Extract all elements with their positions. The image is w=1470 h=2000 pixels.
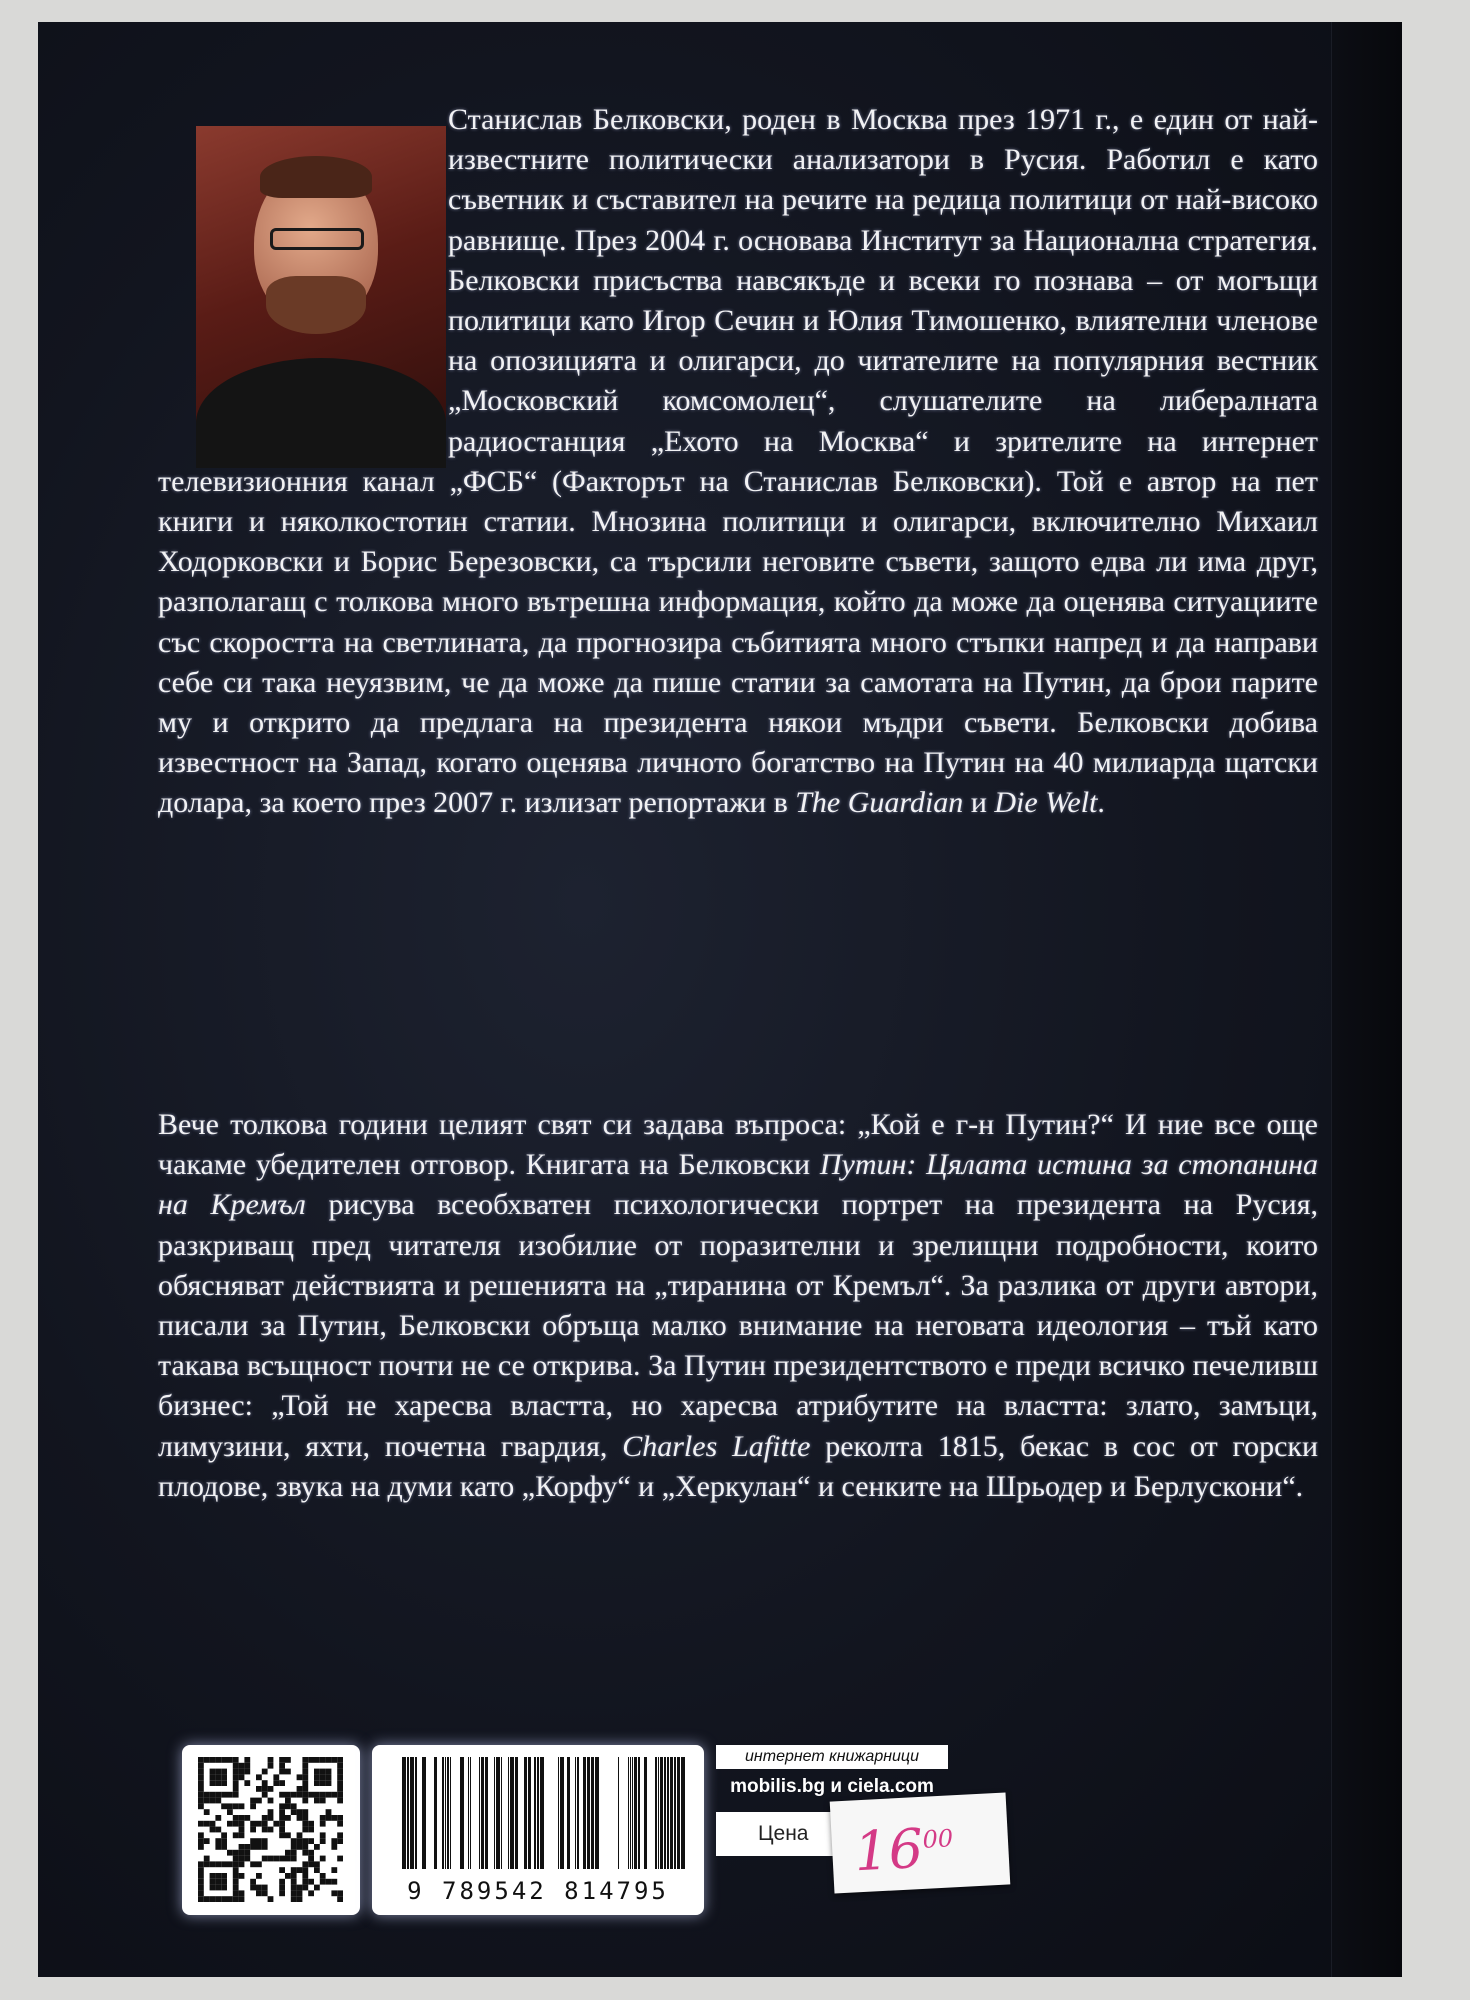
author-bio-text: Станислав Белковски, роден в Москва през 1971 г., е един от най-известните политически анализатори в Русия. Работил е като съветник и съставител на речите на редица политици от най-високо равнище. През 2004 г. основава Институт за Национална стратегия. Белковски присъства навсякъде и всеки го познава – от могъщи политици като Игор Сечин и Юлия Тимошенко, влиятелни членове на опозицията и олигарси, до читателите на популярния вестник „Московский комсомолец“, слушателите на либералната радиостанция „Ехото на Москва“ и зрителите на интернет телевизионния канал „ФСБ“ (Факторът на Станислав Белковски). Той е автор на пет книги и няколкостотин статии. Мнозина политици и олигарси, включително Михаил Ходорковски и Борис Березовски, са търсили неговите съвети, защото едва ли има друг, разполагащ с толкова много вътрешна информация, който да може да оценява ситуациите със скоростта на светлината, да прогнозира събитията много стъпки напред и да направи себе си така неуязвим, че да може да пише статии за самотата на Путин, да брои парите му и открито да предлага на президента някои мъдри съвети. Белковски добива известност на Запад, когато оценява личното богатство на Путин на 40 милиарда щатски долара, за което през 2007 г. излизат репортажи в <box>158 103 1318 820</box>
online-bookstores-label: интернет книжарници <box>716 1745 948 1769</box>
barcode-icon <box>386 1757 690 1869</box>
author-bio <box>158 100 1318 824</box>
bio-period: . <box>1097 786 1105 820</box>
isbn-barcode <box>372 1745 704 1915</box>
bookstore-urls: mobilis.bg и ciela.com <box>730 1776 934 1797</box>
book-spine <box>1331 22 1402 1977</box>
price-label: Цена <box>716 1812 852 1856</box>
publication-guardian: The Guardian <box>795 786 964 820</box>
book-description <box>158 1105 1318 1507</box>
publication-die-welt: Die Welt <box>994 786 1098 820</box>
price-amount: 16 <box>852 1816 925 1884</box>
price-sticker <box>830 1792 1011 1893</box>
price-value <box>852 1803 955 1887</box>
book-description-body: рисува всеобхватен психологически портрет на президента на Русия, разкриващ пред читателя изобилие от поразителни и зрелищни подробности, които обясняват действията и решенията на „тиранина от Кремъл“. За разлика от други автори, писали за Путин, Белковски обръща малко внимание на неговата идеология – тъй като такава всъщност почти не се открива. За Путин президентството е преди всичко печеливш бизнес: „Той не харесва властта, но харесва атрибутите на властта: злато, замъци, лимузини, яхти, почетна гвардия, <box>158 1188 1319 1463</box>
price-cents: 00 <box>921 1824 954 1854</box>
qr-code-icon <box>194 1757 348 1903</box>
bio-conjunction: и <box>970 786 987 820</box>
book-description-end: реколта 1815, бекас в сос от горски плодове, звука на думи като „Корфу“ и „Херкулан“ и сенките на Шрьодер и Берлускони“. <box>158 1429 1319 1503</box>
book-description-intro: Вече толкова години целият свят си задава въпроса: „Кой е г-н Путин?“ И ние все още чакаме убедителен отговор. Книгата на Белковски <box>158 1108 1318 1182</box>
book-title: Путин: Цялата истина за стопанина на Кремъл <box>158 1148 1319 1222</box>
qr-code <box>182 1745 360 1915</box>
isbn-number: 9 789542 814795 <box>407 1877 669 1905</box>
wine-name: Charles Lafitte <box>622 1429 811 1463</box>
